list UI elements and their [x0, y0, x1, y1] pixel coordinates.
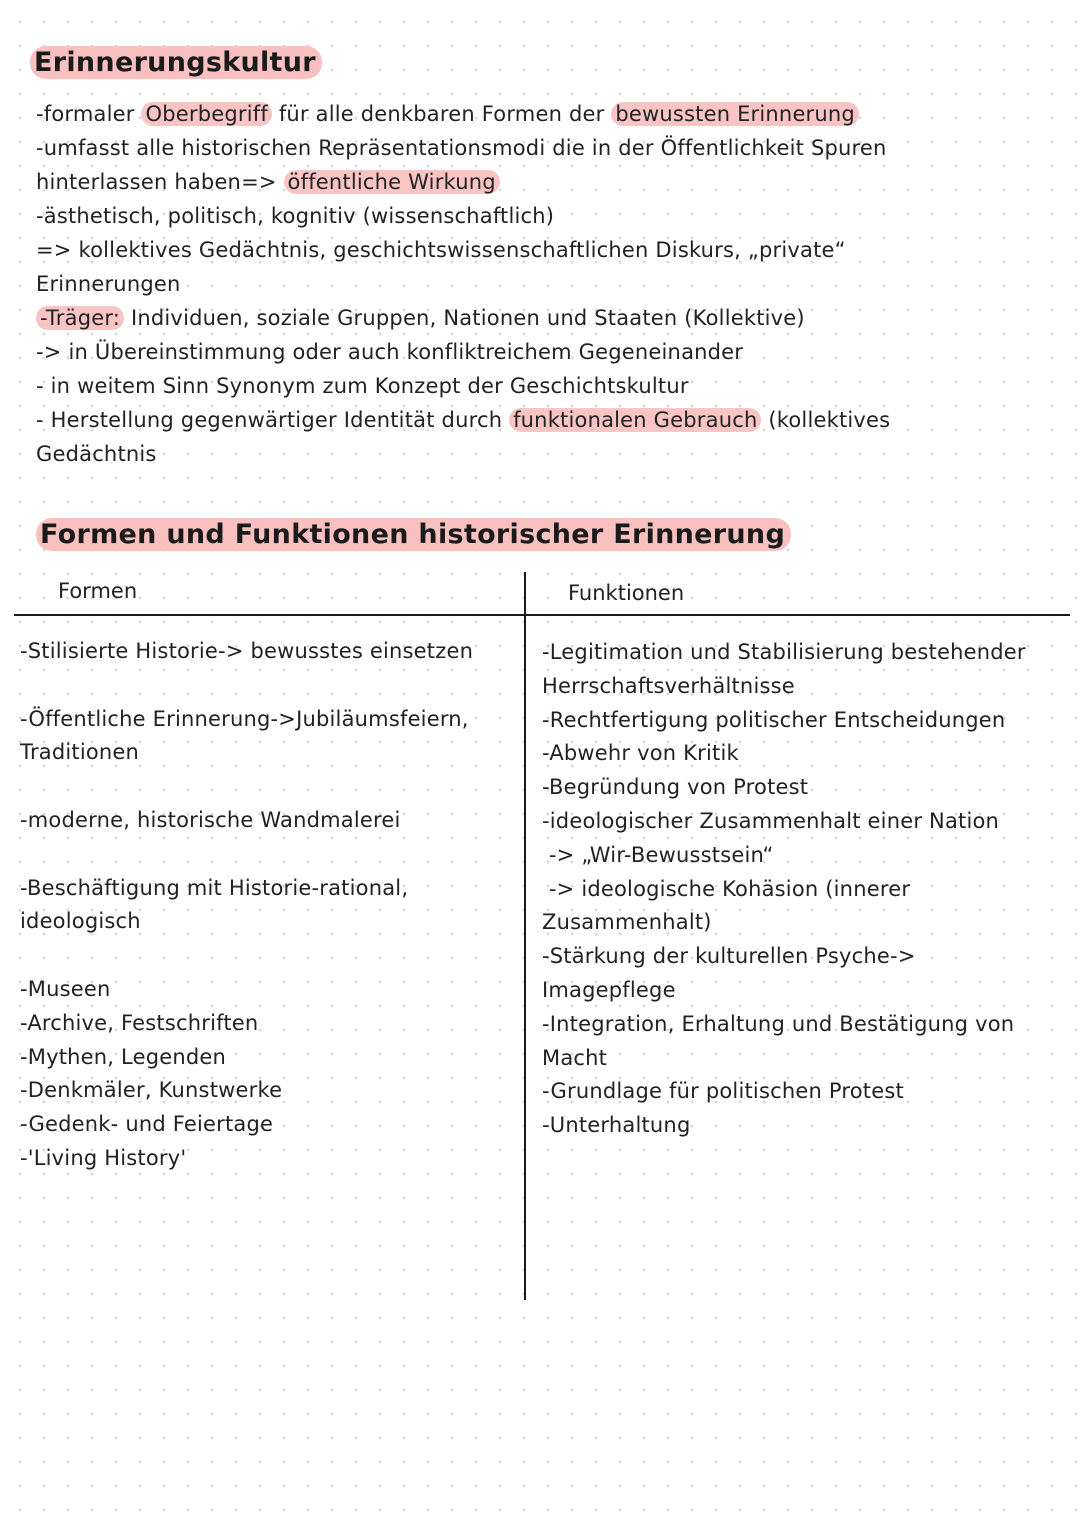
funktionen-item: -Begründung von Protest	[542, 775, 809, 800]
funktionen-item: -Unterhaltung	[542, 1113, 691, 1138]
section-title-text: Formen und Funktionen historischer Erinnerung	[36, 518, 791, 551]
highlighted-term: funktionalen Gebrauch	[509, 408, 761, 432]
formen-item: -Archive, Festschriften	[20, 1010, 259, 1035]
note-line	[36, 233, 846, 267]
highlighted-term: bewussten Erinnerung	[611, 102, 859, 126]
table-horizontal-rule	[14, 614, 1070, 616]
funktionen-item: -ideologischer Zusammenhalt einer Nation	[542, 809, 1000, 833]
note-line	[36, 437, 157, 471]
table-vertical-rule	[524, 572, 526, 1300]
funktionen-item: -> ideologische Kohäsion (innerer	[542, 876, 911, 901]
note-line	[36, 97, 859, 131]
section-title-text: Erinnerungskultur	[30, 46, 322, 79]
funktionen-item: -Integration, Erhaltung und Bestätigung von	[542, 1011, 1015, 1036]
note-line	[36, 165, 500, 199]
note-line	[36, 403, 890, 437]
formen-item: -Mythen, Legenden	[20, 1044, 227, 1069]
note-text: -umfasst alle historischen Repräsentationsmodi die in der Öffentlichkeit Spuren	[36, 136, 887, 160]
funktionen-item: -> „Wir-Bewusstsein“	[542, 842, 774, 867]
note-text: -> in Übereinstimmung oder auch konfliktreichem Gegeneinander	[36, 340, 744, 364]
funktionen-item: -Stärkung der kulturellen Psyche->	[542, 944, 916, 969]
formen-item: Traditionen	[20, 740, 140, 765]
note-text: -ästhetisch, politisch, kognitiv (wissenschaftlich)	[36, 204, 555, 228]
note-text: Erinnerungen	[36, 272, 181, 296]
funktionen-item: Herrschaftsverhältnisse	[542, 673, 795, 698]
note-line	[36, 131, 887, 165]
note-text: -formaler	[36, 102, 142, 126]
formen-item: -Museen	[20, 977, 111, 1001]
note-text: - Herstellung gegenwärtiger Identität durch	[36, 408, 510, 432]
highlighted-term: Oberbegriff	[141, 102, 271, 126]
note-line	[36, 267, 181, 301]
formen-item: -Gedenk- und Feiertage	[20, 1112, 274, 1137]
note-text: (kollektives	[761, 408, 891, 432]
column-header-formen: Formen	[58, 579, 138, 603]
note-text: Individuen, soziale Gruppen, Nationen und Staaten (Kollektive)	[124, 306, 805, 330]
note-text: Gedächtnis	[36, 442, 157, 466]
formen-item: -Stilisierte Historie-> bewusstes einsetzen	[20, 639, 474, 663]
highlighted-term: -Träger:	[36, 306, 124, 330]
funktionen-item: Macht	[542, 1045, 608, 1070]
formen-item: -Denkmäler, Kunstwerke	[20, 1078, 283, 1103]
highlighted-term: öffentliche Wirkung	[284, 170, 500, 194]
note-text: hinterlassen haben=>	[36, 170, 284, 194]
formen-item: -Öffentliche Erinnerung->Jubiläumsfeiern,	[20, 706, 469, 731]
section-title-erinnerungskultur	[30, 46, 322, 80]
formen-item: -Beschäftigung mit Historie-rational,	[20, 875, 409, 900]
note-line	[36, 199, 554, 233]
funktionen-item: -Grundlage für politischen Protest	[542, 1079, 904, 1104]
funktionen-item: -Abwehr von Kritik	[542, 741, 739, 766]
funktionen-item: Imagepflege	[542, 978, 676, 1002]
note-text: - in weitem Sinn Synonym zum Konzept der Geschichtskultur	[36, 374, 689, 398]
note-line	[36, 335, 743, 369]
funktionen-item: -Legitimation und Stabilisierung bestehender	[542, 640, 1026, 664]
note-text: => kollektives Gedächtnis, geschichtswissenschaftlichen Diskurs, „private“	[36, 238, 846, 262]
note-line	[36, 369, 689, 403]
funktionen-item: Zusammenhalt)	[542, 910, 712, 935]
formen-item: -'Living History'	[20, 1146, 187, 1170]
note-line	[36, 301, 805, 335]
column-header-funktionen: Funktionen	[568, 581, 685, 605]
note-text: für alle denkbaren Formen der	[271, 102, 612, 126]
section-title-formen-funktionen	[36, 518, 791, 552]
formen-item: ideologisch	[20, 909, 141, 934]
formen-item: -moderne, historische Wandmalerei	[20, 808, 401, 832]
funktionen-item: -Rechtfertigung politischer Entscheidungen	[542, 707, 1006, 732]
